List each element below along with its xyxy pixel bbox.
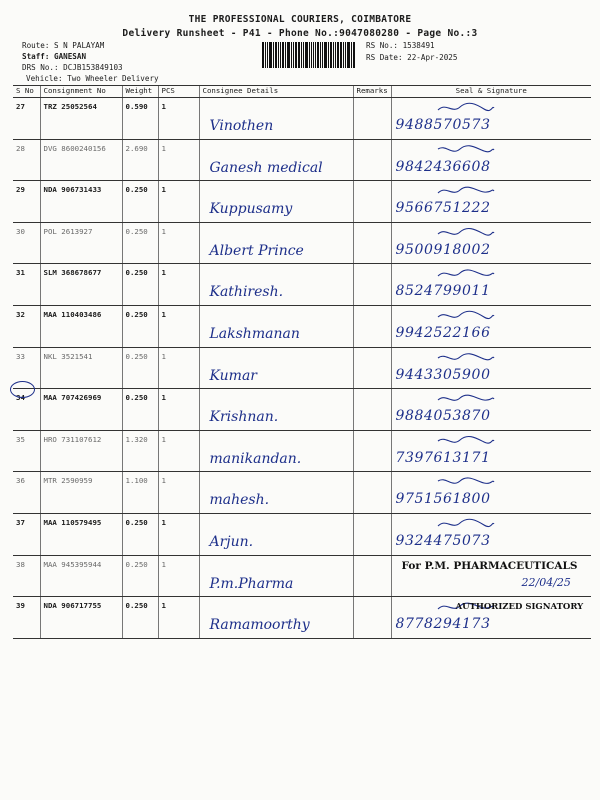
signature-scribble [436,227,496,239]
row-sno: 30 [13,222,40,264]
row-consignment: MAA 707426969 [40,389,122,431]
handwritten-phone: 7397613171 [395,449,491,466]
row-pcs: 1 [158,347,199,389]
signature-scribble [436,310,496,322]
row-weight: 0.250 [122,347,158,389]
row-weight: 1.100 [122,472,158,514]
drs-label: DRS No.: [22,63,59,72]
signature-scribble [436,435,496,447]
row-consignment: DVG 8600240156 [40,139,122,181]
consignee-handwritten-name: mahesh. [209,492,270,509]
row-consignment: MTR 2590959 [40,472,122,514]
row-consignment: HRO 731107612 [40,430,122,472]
row-pcs: 1 [158,264,199,306]
row-seal-signature [391,264,591,306]
table-row [13,347,591,389]
drs-value: DCJB153849103 [63,63,123,72]
handwritten-phone: 9500918002 [395,241,491,258]
staff-value: GANESAN [54,52,87,61]
row-weight: 1.320 [122,430,158,472]
runsheet-table [13,85,591,639]
consignee-handwritten-name: Lakshmanan [209,325,300,342]
table-row [13,555,591,597]
rs-date-line [366,53,457,62]
rs-no-line [366,41,435,50]
row-consignee [199,555,353,597]
col-consignee: Consignee Details [199,86,353,98]
rs-date-value: 22-Apr-2025 [407,53,458,62]
row-seal-signature [391,305,591,347]
consignee-handwritten-name: Ganesh medical [209,159,323,176]
staff-label: Staff: [22,52,50,61]
row-consignment: MAA 945395944 [40,555,122,597]
row-consignee [199,222,353,264]
handwritten-phone: 9842436608 [395,158,491,175]
row-remarks [353,139,391,181]
handwritten-phone: 9751561800 [395,491,491,508]
row-weight: 0.250 [122,181,158,223]
row-consignee [199,430,353,472]
table-row [13,181,591,223]
row-pcs: 1 [158,430,199,472]
row-sno: 31 [13,264,40,306]
row-remarks [353,513,391,555]
row-seal-signature [391,430,591,472]
authorized-signatory-stamp: AUTHORIZED SIGNATORY [455,602,584,613]
row-remarks [353,389,391,431]
col-seal-signature: Seal & Signature [391,86,591,98]
col-sno: S No [13,86,40,98]
row-consignee [199,139,353,181]
stamp-handwritten-date: 22/04/25 [521,575,571,589]
row-sno: 29 [13,181,40,223]
row-consignee [199,513,353,555]
row-seal-signature [391,555,591,597]
row-remarks [353,305,391,347]
row-sno: 33 [13,347,40,389]
handwritten-phone: 9488570573 [395,117,491,133]
consignee-handwritten-name: Krishnan. [209,409,279,426]
row-remarks [353,555,391,597]
row-weight: 0.250 [122,389,158,431]
signature-scribble [436,268,496,280]
table-row [13,472,591,514]
table-row [13,98,591,140]
row-consignment: MAA 110403486 [40,305,122,347]
row-pcs: 1 [158,98,199,140]
row-sno: 38 [13,555,40,597]
row-weight: 0.250 [122,222,158,264]
row-weight: 2.690 [122,139,158,181]
barcode [262,42,356,68]
signature-scribble [436,518,496,530]
row-weight: 0.250 [122,305,158,347]
company-title: THE PROFESSIONAL COURIERS, COIMBATORE [188,14,412,25]
consignee-handwritten-name: Kuppusamy [209,201,293,218]
row-weight: 0.250 [122,264,158,306]
signature-scribble [436,185,496,197]
row-sno: 36 [13,472,40,514]
consignee-handwritten-name: P.m.Pharma [209,575,294,592]
table-row [13,389,591,431]
signature-scribble [436,144,496,156]
row-consignee [199,389,353,431]
handwritten-phone: 8524799011 [395,283,491,300]
row-seal-signature [391,139,591,181]
route-line [22,41,104,50]
table-row [13,513,591,555]
table-row [13,264,591,306]
table-row [13,430,591,472]
consignee-handwritten-name: Kathiresh. [209,284,284,301]
rs-date-label: RS Date: [366,53,403,62]
vehicle-value: Two Wheeler Delivery [67,74,159,83]
consignee-handwritten-name: Vinothen [209,118,274,134]
row-consignment: MAA 110579495 [40,513,122,555]
table-row [13,597,591,639]
row-34-circle-mark [10,381,35,398]
row-remarks [353,222,391,264]
row-pcs: 1 [158,597,199,639]
row-sno: 35 [13,430,40,472]
row-sno: 32 [13,305,40,347]
consignee-handwritten-name: manikandan. [209,450,302,467]
drs-line [22,63,123,72]
row-consignee [199,305,353,347]
row-remarks [353,264,391,306]
row-seal-signature [391,347,591,389]
table-header-row [13,86,591,98]
table-row [13,305,591,347]
route-value: S N PALAYAM [54,41,105,50]
row-consignment: SLM 368678677 [40,264,122,306]
row-consignee [199,264,353,306]
col-weight: Weight [122,86,158,98]
route-label: Route: [22,41,50,50]
signature-scribble [436,476,496,488]
handwritten-phone: 8778294173 [395,616,491,633]
handwritten-phone: 9942522166 [395,324,491,341]
row-consignee [199,472,353,514]
row-consignee [199,347,353,389]
row-consignment: NKL 3521541 [40,347,122,389]
row-pcs: 1 [158,389,199,431]
handwritten-phone: 9324475073 [395,532,491,549]
row-consignment: NDA 906717755 [40,597,122,639]
row-sno: 39 [13,597,40,639]
staff-line [22,52,86,61]
rs-no-value: 1538491 [402,41,435,50]
row-pcs: 1 [158,472,199,514]
consignee-handwritten-name: Kumar [209,367,257,384]
table-row [13,139,591,181]
row-seal-signature [391,597,591,639]
row-pcs: 1 [158,555,199,597]
handwritten-phone: 9566751222 [395,200,491,217]
row-consignment: POL 2613927 [40,222,122,264]
row-remarks [353,597,391,639]
row-seal-signature [391,472,591,514]
row-sno: 27 [13,98,40,140]
row-remarks [353,472,391,514]
consignee-handwritten-name: Ramamoorthy [209,617,310,634]
row-consignee [199,98,353,140]
row-consignment: TRZ 25052564 [40,98,122,140]
row-consignee [199,181,353,223]
consignee-handwritten-name: Arjun. [209,533,254,550]
row-consignee [199,597,353,639]
row-remarks [353,430,391,472]
row-seal-signature [391,389,591,431]
row-weight: 0.250 [122,597,158,639]
row-remarks [353,98,391,140]
row-weight: 0.250 [122,555,158,597]
vehicle-label: Vehicle: [26,74,63,83]
consignee-handwritten-name: Albert Prince [209,242,304,259]
row-pcs: 1 [158,513,199,555]
row-consignment: NDA 906731433 [40,181,122,223]
row-weight: 0.250 [122,513,158,555]
row-pcs: 1 [158,222,199,264]
signature-scribble [436,393,496,405]
table-row [13,222,591,264]
row-seal-signature [391,513,591,555]
row-pcs: 1 [158,181,199,223]
col-consignment: Consignment No [40,86,122,98]
row-sno: 28 [13,139,40,181]
row-seal-signature [391,222,591,264]
row-remarks [353,347,391,389]
row-sno: 34 [13,389,40,431]
handwritten-phone: 9884053870 [395,408,491,425]
row-remarks [353,181,391,223]
signature-scribble [436,352,496,364]
pharmacy-stamp-name: For P.M. PHARMACEUTICALS [401,559,578,572]
row-seal-signature [391,98,591,140]
signature-scribble [436,102,496,114]
row-seal-signature [391,181,591,223]
col-pcs: PCS [158,86,199,98]
row-weight: 0.590 [122,98,158,140]
row-pcs: 1 [158,305,199,347]
row-sno: 37 [13,513,40,555]
vehicle-line [26,74,159,83]
handwritten-phone: 9443305900 [395,366,491,383]
row-pcs: 1 [158,139,199,181]
rs-no-label: RS No.: [366,41,399,50]
runsheet-subtitle: Delivery Runsheet - P41 - Phone No.:9047080280 - Page No.:3 [122,28,478,39]
col-remarks: Remarks [353,86,391,98]
